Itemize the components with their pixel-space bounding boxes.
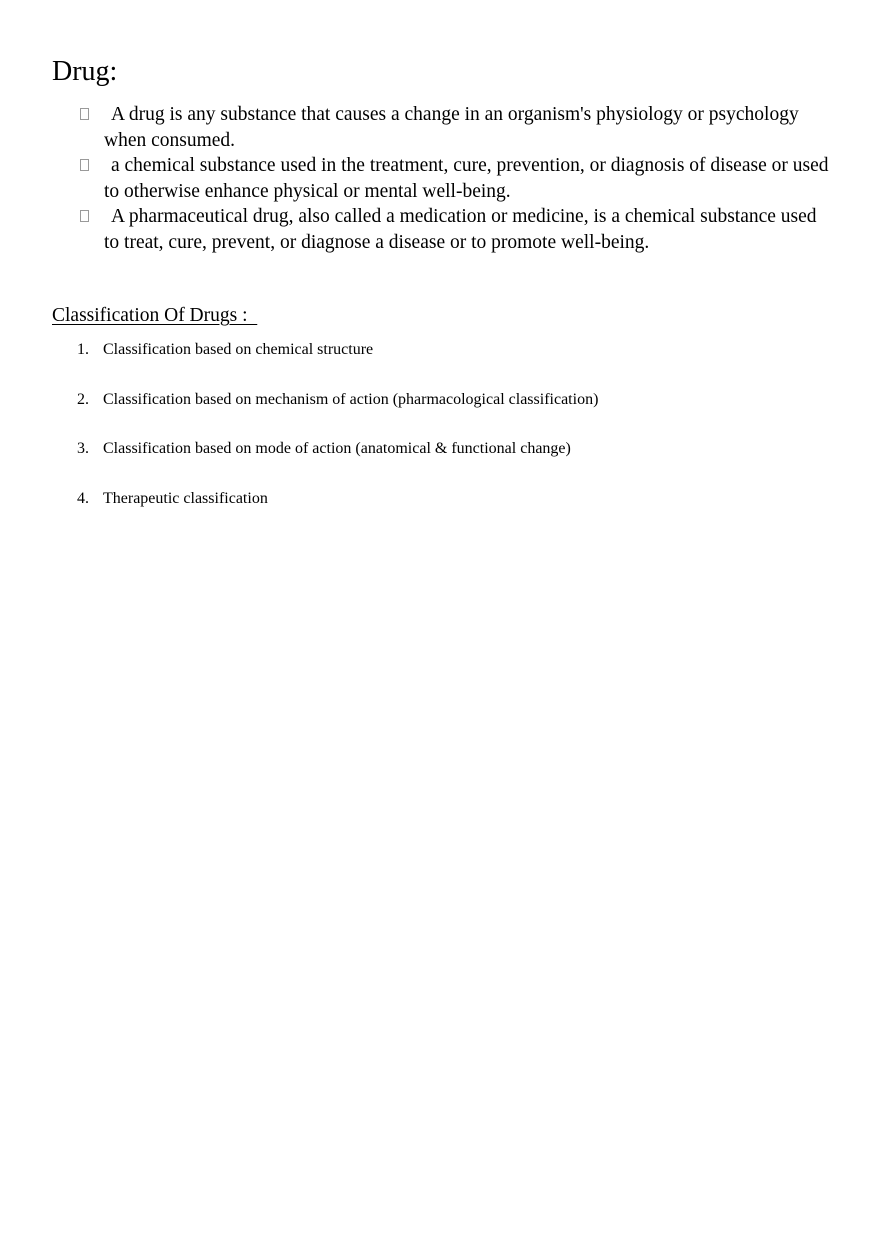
page-title: Drug:	[52, 56, 118, 87]
classification-list	[0, 339, 880, 538]
definition-text: a chemical substance used in the treatment, cure, prevention, or diagnosis of disease or used to otherwise enhance physical or mental well-being.	[104, 155, 829, 202]
classification-text: Classification based on chemical structure	[103, 341, 374, 358]
list-number: 1.	[77, 341, 89, 358]
definition-list	[0, 102, 880, 255]
bullet-box-icon	[80, 159, 89, 171]
classification-text: Classification based on mechanism of action (pharmacological classification)	[103, 390, 599, 408]
classification-heading: Classification Of Drugs :	[52, 305, 258, 326]
definition-text: A drug is any substance that causes a change in an organism's physiology or psychology when consumed.	[104, 104, 799, 151]
classification-item	[0, 488, 880, 538]
bullet-box-icon	[80, 108, 89, 120]
classification-item	[0, 389, 880, 439]
classification-item	[0, 339, 880, 389]
list-number: 2.	[77, 390, 89, 408]
list-number: 4.	[77, 490, 89, 508]
definition-item	[0, 102, 880, 153]
classification-text: Therapeutic classification	[103, 490, 268, 508]
definition-item	[0, 204, 880, 255]
list-number: 3.	[77, 440, 89, 458]
definition-text: A pharmaceutical drug, also called a medication or medicine, is a chemical substance used to treat, cure, prevent, or diagnose a disease or to promote well-being.	[104, 206, 817, 253]
classification-text: Classification based on mode of action (anatomical & functional change)	[103, 440, 571, 458]
classification-item	[0, 438, 880, 488]
bullet-box-icon	[80, 210, 89, 222]
definition-item	[0, 153, 880, 204]
